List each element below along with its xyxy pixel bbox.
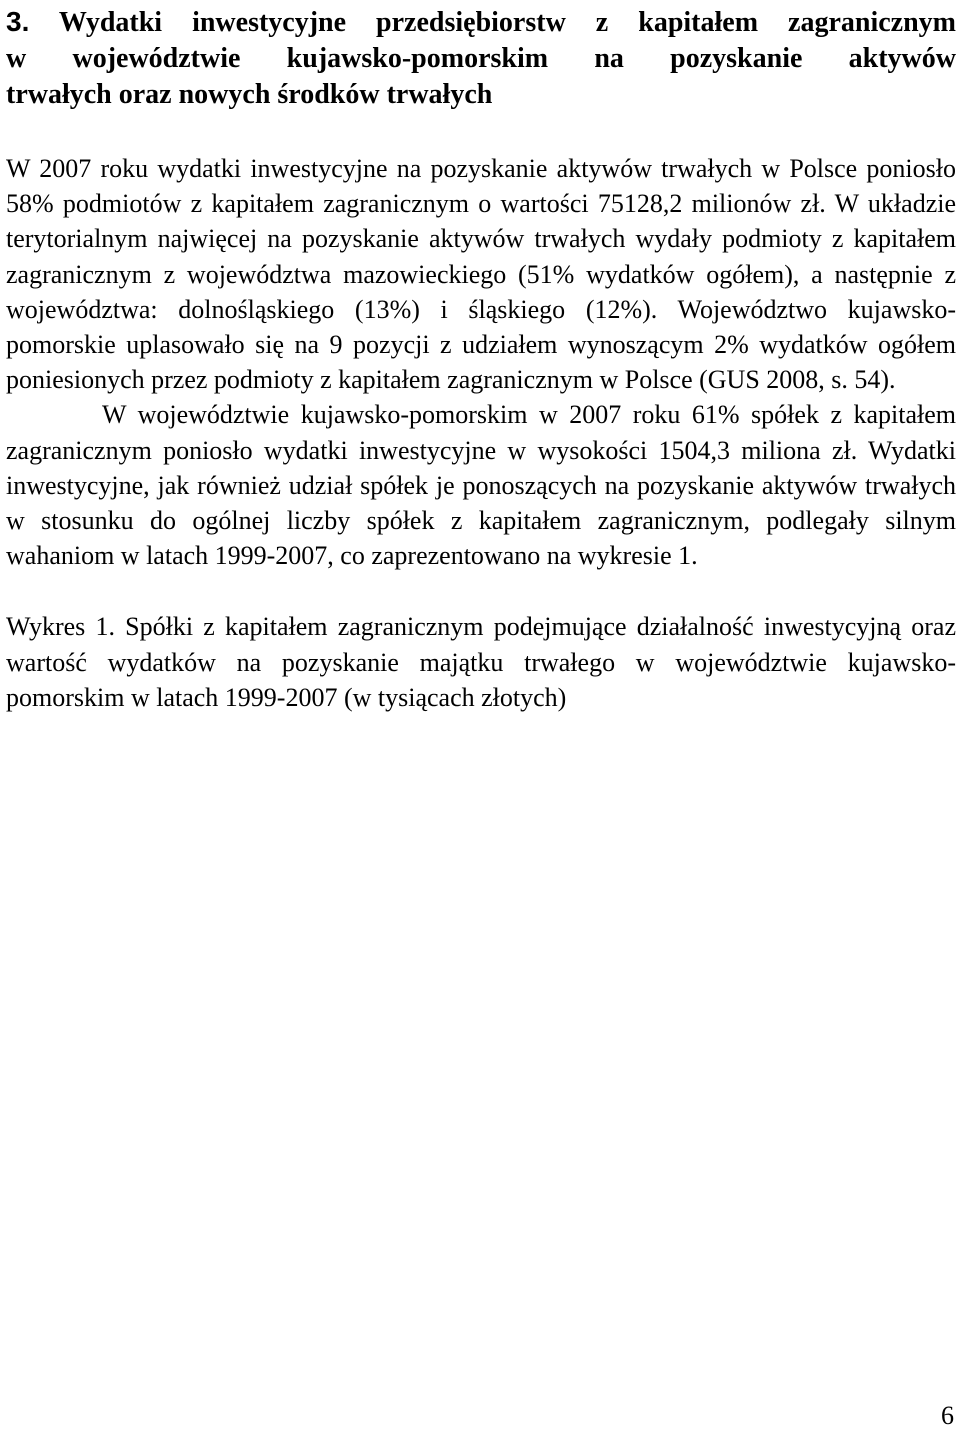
heading-line-3: trwałych oraz nowych środków trwałych [6,79,493,110]
body-paragraph-2: W województwie kujawsko-pomorskim w 2007 roku 61% spółek z kapitałem zagranicznym poniosło wydatki inwestycyjne w wysokości 1504,3 miliona zł. Wydatki inwestycyjne, jak również udział spółek je ponoszących na pozyskanie aktywów trwałych w stosunku do ogólnej liczby spółek z kapitałem zagranicznym, podlegały silnym wahaniom w latach 1999-2007, co zaprezentowano na wykresie 1. [6,400,956,571]
section-number: 3. [6,6,30,37]
document-page [6,0,956,741]
figure-caption: Wykres 1. Spółki z kapitałem zagranicznym podejmujące działalność inwestycyjną oraz wartość wydatków na pozyskanie majątku trwałego w województwie kujawsko-pomorskim w latach 1999-2007 (w tysiącach złotych) [6,612,956,712]
heading-text-1: Wydatki inwestycyjne przedsiębiorstw z kapitałem zagranicznym [58,7,956,38]
heading-line-1 [6,4,956,41]
page-number: 6 [941,1401,954,1430]
body-paragraph-1: W 2007 roku wydatki inwestycyjne na pozyskanie aktywów trwałych w Polsce poniosło 58% podmiotów z kapitałem zagranicznym o wartości 75128,2 milionów zł. W układzie terytorialnym najwięcej na pozyskanie aktywów trwałych wydały podmioty z kapitałem zagranicznym z województwa mazowieckiego (51% wydatków ogółem), a następnie z województwa: dolnośląskiego (13%) i śląskiego (12%). Województwo kujawsko-pomorskie uplasowało się na 9 pozycji z udziałem wynoszącym 2% wydatków ogółem poniesionych przez podmioty z kapitałem zagranicznym w Polsce (GUS 2008, s. 54). [6,154,956,395]
section-heading [6,0,956,113]
heading-line-2: w województwie kujawsko-pomorskim na pozyskanie aktywów [6,43,956,74]
